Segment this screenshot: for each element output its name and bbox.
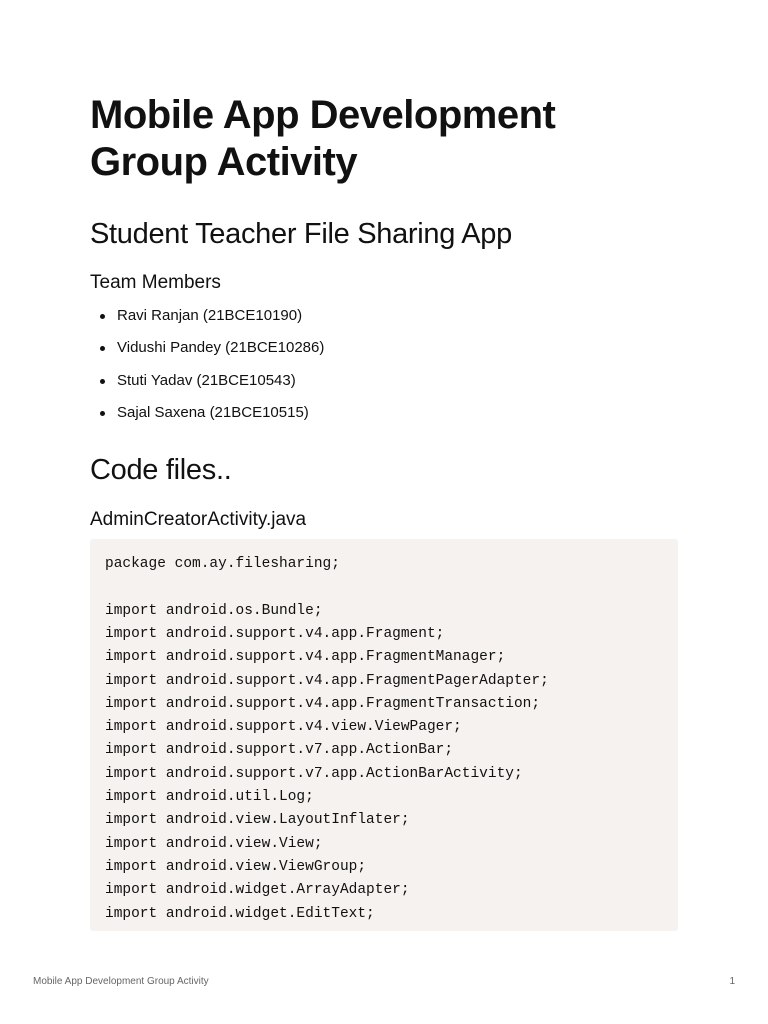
- page-number: 1: [729, 976, 735, 987]
- team-member-name: Vidushi Pandey (21BCE10286): [117, 339, 325, 357]
- code-line: import android.os.Bundle;: [105, 602, 323, 619]
- code-line: import android.widget.EditText;: [105, 905, 375, 922]
- code-line: import android.view.View;: [105, 835, 323, 852]
- list-item: [90, 400, 324, 432]
- list-item: [90, 335, 324, 367]
- code-line: import android.support.v4.app.Fragment;: [105, 625, 445, 642]
- team-members-list: [90, 303, 324, 432]
- code-line: import android.support.v4.app.FragmentTransaction;: [105, 695, 541, 712]
- code-line: import android.support.v4.app.FragmentPagerAdapter;: [105, 672, 549, 689]
- app-title: Student Teacher File Sharing App: [90, 218, 512, 250]
- code-line: import android.view.ViewGroup;: [105, 858, 367, 875]
- code-line: import android.support.v7.app.ActionBarActivity;: [105, 765, 523, 782]
- code-files-heading: Code files..: [90, 454, 232, 486]
- code-line: import android.widget.ArrayAdapter;: [105, 882, 410, 899]
- list-item: [90, 303, 324, 335]
- file-name-heading: AdminCreatorActivity.java: [90, 509, 307, 530]
- team-member-name: Stuti Yadav (21BCE10543): [117, 371, 296, 389]
- code-line: import android.util.Log;: [105, 789, 314, 805]
- footer-title: Mobile App Development Group Activity: [33, 976, 209, 987]
- team-member-name: Sajal Saxena (21BCE10515): [117, 403, 309, 421]
- bullet-icon: [100, 346, 105, 351]
- code-line: import android.support.v7.app.ActionBar;: [105, 742, 454, 759]
- bullet-icon: [100, 314, 105, 319]
- document-title: Mobile App Development Group Activity: [90, 93, 577, 184]
- code-line: package com.ay.filesharing;: [105, 556, 340, 572]
- bullet-icon: [100, 379, 105, 384]
- code-line: import android.support.v4.view.ViewPager;: [105, 719, 462, 736]
- code-block: [90, 539, 678, 931]
- code-line: import android.support.v4.app.FragmentManager;: [105, 649, 506, 666]
- bullet-icon: [100, 411, 105, 416]
- list-item: [90, 368, 324, 400]
- code-line: import android.view.LayoutInflater;: [105, 812, 410, 829]
- team-members-heading: Team Members: [90, 272, 221, 293]
- team-member-name: Ravi Ranjan (21BCE10190): [117, 307, 303, 324]
